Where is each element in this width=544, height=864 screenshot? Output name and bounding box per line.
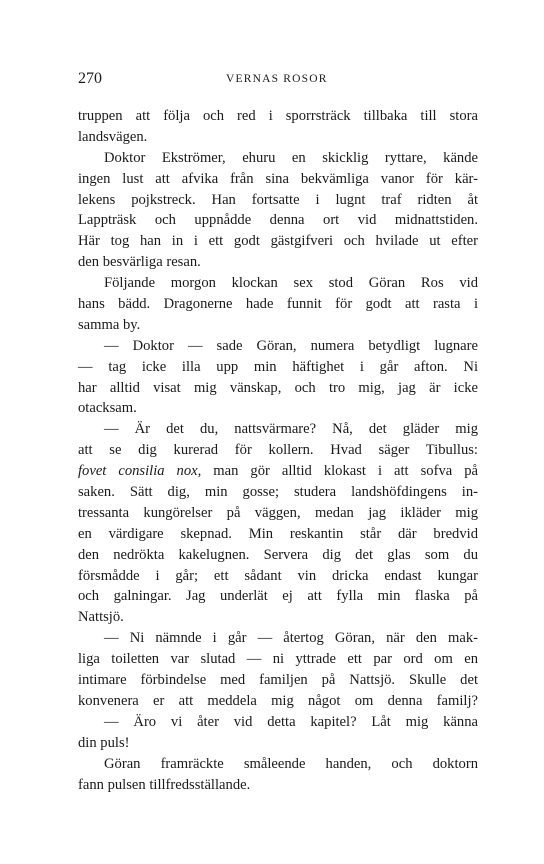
text-line: försmådde i går; ett sådant vin dricka endast kungar [78, 567, 478, 584]
running-title: VERNAS ROSOR [226, 73, 328, 85]
text-line: — Doktor — sade Göran, numera betydligt lugnare [104, 337, 478, 354]
text-line: Doktor Ekströmer, ehuru en skicklig ryttare, kände [104, 149, 478, 166]
text-line: — Ni nämnde i går — återtog Göran, när den mak- [104, 630, 478, 647]
text-line: den besvärliga resan. [78, 254, 201, 271]
text-line: samma by. [78, 316, 141, 333]
latin-quote: fovet consilia nox, [78, 463, 202, 480]
text-line [78, 461, 478, 482]
text-line: Nattsjö. [78, 609, 124, 626]
text-line: har alltid visat mig vänskap, och tro mig, jag är icke [78, 379, 478, 396]
text-line: och galningar. Jag underlät ej att fylla min flaska på [78, 588, 478, 605]
text-line: lekens pojkstreck. Han fortsatte i lugnt traf ridten åt [78, 191, 478, 208]
text-line: en värdigare skepnad. Min reskantin står där bredvid [78, 525, 478, 542]
text-line: den nedrökta kakelugnen. Servera dig det glas som du [78, 546, 478, 563]
text-line-rest: man gör alltid klokast i att sofva på [201, 463, 478, 480]
text-line: Lappträsk och uppnådde denna ort vid midnattstiden. [78, 212, 478, 229]
text-line: saken. Sätt dig, min gosse; studera landshöfdingens in- [78, 484, 478, 501]
text-line: att se dig kurerad för kollern. Hvad säger Tibullus: [78, 442, 478, 459]
page-number: 270 [78, 70, 102, 87]
text-line: hans bädd. Dragonerne hade funnit för godt att rasta i [78, 296, 478, 313]
text-line: intimare förbindelse med familjen på Nattsjö. Skulle det [78, 672, 478, 689]
text-line: konvenera er att meddela mig något om denna familj? [78, 692, 478, 709]
text-line: — Är det du, nattsvärmare? Nå, det gläder mig [104, 421, 478, 438]
text-line: fann pulsen tillfredsställande. [78, 776, 251, 793]
text-line: landsvägen. [78, 128, 148, 145]
body-text [78, 106, 478, 795]
text-line: truppen att följa och red i sporrsträck tillbaka till stora [78, 108, 478, 124]
text-line: Göran framräckte småleende handen, och doktorn [104, 755, 478, 772]
text-line: ingen lust att afvika från sina bekvämliga vanor för kär- [78, 170, 478, 187]
text-line: tressanta kungörelser på väggen, medan jag ikläder mig [78, 504, 478, 521]
text-line: otacksam. [78, 400, 137, 417]
page-header [78, 70, 478, 90]
text-line: — Äro vi åter vid detta kapitel? Låt mig känna [104, 713, 478, 730]
text-line: Här tog han in i ett godt gästgifveri och hvilade ut efter [78, 233, 478, 250]
text-line: — tag icke illa upp min häftighet i går afton. Ni [78, 358, 478, 375]
text-line: liga toiletten var slutad — ni yttrade ett par ord om en [78, 651, 478, 668]
text-line: Följande morgon klockan sex stod Göran Ros vid [104, 275, 478, 292]
text-line: din puls! [78, 734, 130, 751]
